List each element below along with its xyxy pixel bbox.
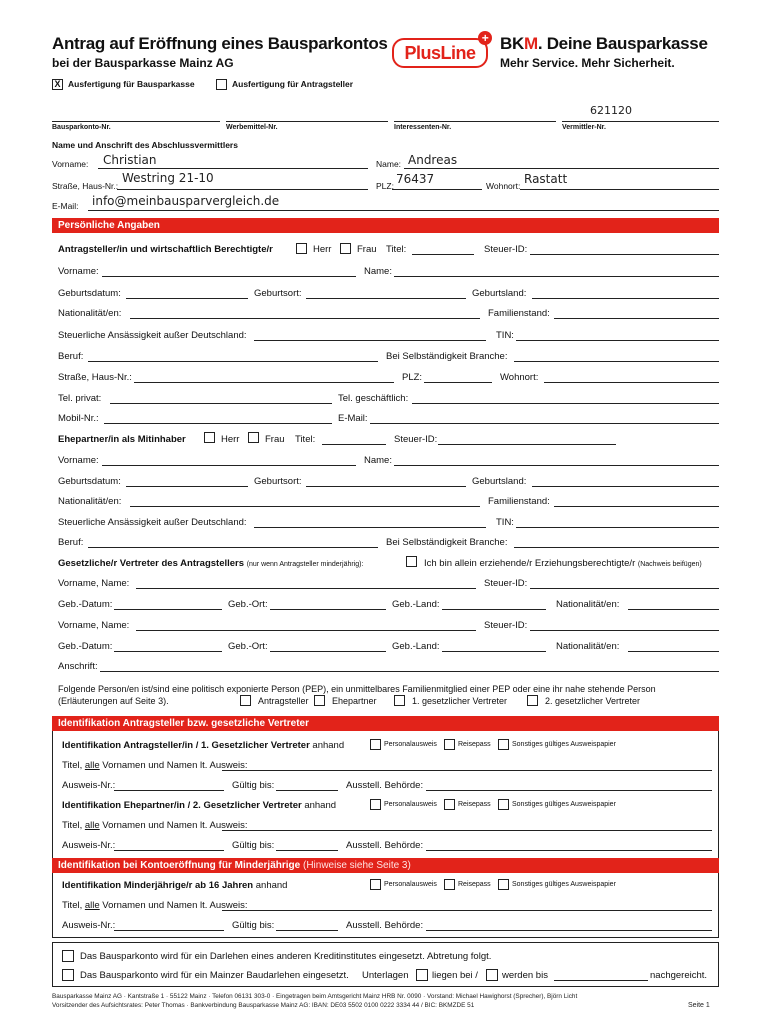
applicant-herr-label: Herr: [313, 244, 332, 255]
guardian-heading-note: (nur wenn Antragsteller minderjährig):: [246, 561, 364, 568]
broker-number-value: 621120: [590, 104, 632, 117]
applicant-title-label: Titel:: [386, 244, 407, 255]
pep-spouse-checkbox[interactable]: [314, 695, 325, 706]
applicant-name-label: Name:: [364, 266, 392, 277]
spouse-name-field[interactable]: [394, 465, 719, 466]
spouse-taxid-field[interactable]: [438, 444, 616, 445]
guardian2-taxid-field[interactable]: [530, 630, 719, 631]
ident3-other-checkbox[interactable]: [498, 879, 509, 890]
identification-bar: Identifikation Antragsteller bzw. gesetzliche Vertreter: [52, 716, 719, 731]
ident3-heading-text: Identifikation Minderjährige/r ab 16 Jahren: [62, 880, 254, 891]
applicant-maritalstatus-field[interactable]: [554, 318, 719, 319]
applicant-birthdate-field[interactable]: [126, 298, 248, 299]
guardian-heading: [58, 558, 363, 569]
applicant-tin-field[interactable]: [516, 340, 719, 341]
ident3-validuntil-label: Gültig bis:: [232, 920, 275, 931]
guardian1-birthcountry-field[interactable]: [442, 609, 546, 610]
ident3-fullname-alle: alle: [84, 900, 100, 911]
ident1-idnumber-label: Ausweis-Nr.:: [62, 780, 116, 791]
applicant-zip-label: PLZ:: [402, 372, 423, 383]
applicant-firstname-field[interactable]: [102, 276, 356, 277]
applicant-frau-label: Frau: [357, 244, 377, 255]
ident2-fullname-post: Vornamen und Namen lt. Ausweis:: [99, 820, 248, 831]
ident2-passport-label: Reisepass: [458, 801, 491, 808]
minor-bar-text: Identifikation bei Kontoeröffnung für Minderjährige: [58, 860, 301, 871]
ident3-other-label: Sonstiges gültiges Ausweispapier: [512, 881, 616, 888]
broker-email-value: info@meinbausparvergleich.de: [92, 194, 280, 208]
brand-slogan: Mehr Service. Mehr Sicherheit.: [500, 56, 675, 70]
spouse-frau-label: Frau: [265, 434, 285, 445]
applicant-firstname-label: Vorname:: [58, 266, 99, 277]
ident3-passport-label: Reisepass: [458, 881, 491, 888]
spouse-herr-checkbox[interactable]: [204, 432, 215, 443]
copy-bank-checkbox[interactable]: X: [52, 79, 63, 90]
guardian-address-label: Anschrift:: [58, 661, 98, 672]
guardian2-name-label: Vorname, Name:: [58, 620, 130, 631]
loan-other-bank-checkbox[interactable]: [62, 950, 74, 962]
spouse-birthplace-label: Geburtsort:: [254, 476, 302, 487]
applicant-zip-field[interactable]: [424, 382, 492, 383]
broker-firstname-label: Vorname:: [52, 159, 89, 169]
spouse-taxresidence-field[interactable]: [254, 527, 486, 528]
guardian2-birthcountry-label: Geb.-Land:: [392, 641, 440, 652]
ident1-passport-checkbox[interactable]: [444, 739, 455, 750]
spouse-taxresidence-label: Steuerliche Ansässigkeit außer Deutschland:: [58, 517, 247, 528]
guardian2-birthdate-field[interactable]: [114, 651, 222, 652]
broker-lastname-value: Andreas: [408, 153, 458, 167]
ident2-authority-field[interactable]: [426, 850, 712, 851]
applicant-city-field[interactable]: [544, 382, 719, 383]
ident3-authority-field[interactable]: [426, 930, 712, 931]
ident1-authority-label: Ausstell. Behörde:: [346, 780, 424, 791]
guardian1-birthdate-label: Geb.-Datum:: [58, 599, 113, 610]
single-parent-label: [424, 558, 702, 569]
guardian2-birthcountry-field[interactable]: [442, 651, 546, 652]
pep-guardian1-label: 1. gesetzlicher Vertreter: [412, 696, 508, 706]
broker-street-field[interactable]: [117, 189, 368, 190]
single-parent-text: Ich bin allein erziehende/r Erziehungsberechtigte/r: [424, 558, 636, 569]
ident2-idnumber-field[interactable]: [114, 850, 224, 851]
documents-label: Unterlagen: [362, 970, 409, 981]
footer-line1: Bausparkasse Mainz AG · Kantstraße 1 · 55122 Mainz · Telefon 06131 303-0 · Eingetragen beim Amtsgericht Mainz HRB Nr. 0090 · Vorstand: Michael Hawighorst (Sprecher), Björn Licht: [52, 993, 578, 1000]
broker-lastname-label: Name:: [376, 159, 402, 169]
broker-number-field[interactable]: [562, 121, 719, 122]
loan-mainz-label: Das Bausparkonto wird für ein Mainzer Baudarlehen eingesetzt.: [80, 970, 349, 981]
spouse-nationality-label: Nationalität/en:: [58, 496, 122, 507]
ident3-validuntil-field[interactable]: [276, 930, 338, 931]
applicant-name-field[interactable]: [394, 276, 719, 277]
pep-applicant-checkbox[interactable]: [240, 695, 251, 706]
documents-later-label: werden bis: [502, 970, 548, 981]
ident2-idcard-label: Personalausweis: [384, 801, 437, 808]
spouse-birthplace-field[interactable]: [306, 486, 466, 487]
broker-email-label: E-Mail:: [52, 201, 79, 211]
pep-text-line2: (Erläuterungen auf Seite 3).: [58, 696, 169, 706]
broker-zip-label: PLZ:: [376, 181, 394, 191]
ident3-anhand: anhand: [255, 880, 288, 891]
spouse-name-label: Name:: [364, 455, 392, 466]
spouse-job-label: Beruf:: [58, 537, 84, 548]
applicant-mobile-field[interactable]: [104, 423, 332, 424]
ident3-heading: [62, 880, 287, 891]
spouse-birthdate-field[interactable]: [126, 486, 248, 487]
ident1-idcard-checkbox[interactable]: [370, 739, 381, 750]
applicant-sector-field[interactable]: [514, 361, 719, 362]
spouse-frau-checkbox[interactable]: [248, 432, 259, 443]
applicant-phone-field[interactable]: [110, 403, 332, 404]
ident1-fullname-field[interactable]: [222, 770, 712, 771]
copy-applicant-label: Ausfertigung für Antragsteller: [232, 79, 354, 89]
applicant-taxresidence-field[interactable]: [254, 340, 486, 341]
ident1-fullname-pre: Titel,: [62, 760, 85, 771]
broker-zip-value: 76437: [396, 172, 435, 186]
guardian1-birthdate-field[interactable]: [114, 609, 222, 610]
ident1-other-checkbox[interactable]: [498, 739, 509, 750]
pep-guardian2-checkbox[interactable]: [527, 695, 538, 706]
spouse-maritalstatus-field[interactable]: [554, 506, 719, 507]
ident1-anhand: anhand: [312, 740, 345, 751]
spouse-birthdate-label: Geburtsdatum:: [58, 476, 121, 487]
spouse-nationality-field[interactable]: [130, 506, 480, 507]
single-parent-checkbox[interactable]: [406, 556, 417, 567]
broker-zip-field[interactable]: [392, 189, 482, 190]
guardian1-name-field[interactable]: [136, 588, 476, 589]
ident1-heading: [62, 740, 344, 751]
brand-rest: . Deine Bausparkasse: [537, 34, 708, 53]
broker-firstname-field[interactable]: [98, 168, 368, 169]
applicant-nationality-field[interactable]: [130, 318, 480, 319]
page-number: Seite 1: [688, 1002, 710, 1009]
spouse-maritalstatus-label: Familienstand:: [488, 496, 550, 507]
spouse-birthcountry-field[interactable]: [532, 486, 719, 487]
applicant-workphone-label: Tel. geschäftlich:: [338, 393, 409, 404]
spouse-tin-label: TIN:: [496, 517, 514, 528]
minor-bar-note: (Hinweise siehe Seite 3): [300, 860, 411, 871]
ident3-authority-label: Ausstell. Behörde:: [346, 920, 424, 931]
broker-lastname-field[interactable]: [404, 168, 719, 169]
guardian1-birthplace-label: Geb.-Ort:: [228, 599, 268, 610]
applicant-taxid-field[interactable]: [530, 254, 719, 255]
spouse-herr-label: Herr: [221, 434, 240, 445]
ident1-other-label: Sonstiges gültiges Ausweispapier: [512, 741, 616, 748]
applicant-workphone-field[interactable]: [412, 403, 719, 404]
applicant-street-label: Straße, Haus-Nr.:: [58, 372, 132, 383]
ident1-heading-text: Identifikation Antragsteller/in / 1. Gesetzlicher Vertreter: [62, 740, 310, 751]
ident3-idnumber-field[interactable]: [114, 930, 224, 931]
ident1-fullname-label: [62, 760, 248, 771]
documents-later-checkbox[interactable]: [486, 969, 498, 981]
applicant-frau-checkbox[interactable]: [340, 243, 351, 254]
guardian2-name-field[interactable]: [136, 630, 476, 631]
ident2-other-checkbox[interactable]: [498, 799, 509, 810]
form-title: Antrag auf Eröffnung eines Bausparkontos: [52, 34, 388, 53]
applicant-city-label: Wohnort:: [500, 372, 539, 383]
ident2-anhand: anhand: [304, 800, 337, 811]
spouse-taxid-label: Steuer-ID:: [394, 434, 438, 445]
ident3-idcard-label: Personalausweis: [384, 881, 437, 888]
spouse-title-field[interactable]: [322, 444, 386, 445]
personal-data-bar: Persönliche Angaben: [52, 218, 719, 233]
guardian1-nationality-field[interactable]: [628, 609, 719, 610]
ident3-fullname-label: [62, 900, 248, 911]
applicant-birthplace-label: Geburtsort:: [254, 288, 302, 299]
applicant-mobile-label: Mobil-Nr.:: [58, 413, 99, 424]
ident3-fullname-pre: Titel,: [62, 900, 85, 911]
pep-applicant-label: Antragsteller: [258, 696, 309, 706]
pep-guardian2-label: 2. gesetzlicher Vertreter: [545, 696, 641, 706]
plusline-logo: [392, 31, 489, 68]
pep-text-line1: Folgende Person/en ist/sind eine politisch exponierte Person (PEP), ein unmittelbares Familienmitglied einer PEP oder eine ihr nahe stehende Person: [58, 684, 656, 694]
applicant-email-field[interactable]: [370, 423, 719, 424]
documents-later-date-field[interactable]: [554, 980, 648, 981]
ident2-passport-checkbox[interactable]: [444, 799, 455, 810]
plusline-logo-text: PlusLine: [404, 43, 476, 63]
spouse-heading: Ehepartner/in als Mitinhaber: [58, 434, 186, 445]
ident2-idnumber-label: Ausweis-Nr.:: [62, 840, 116, 851]
guardian1-birthplace-field[interactable]: [270, 609, 386, 610]
account-number-field[interactable]: [52, 121, 220, 122]
broker-firstname-value: Christian: [103, 153, 157, 167]
ident2-other-label: Sonstiges gültiges Ausweispapier: [512, 801, 616, 808]
guardian2-taxid-label: Steuer-ID:: [484, 620, 528, 631]
pep-guardian1-checkbox[interactable]: [394, 695, 405, 706]
spouse-firstname-field[interactable]: [102, 465, 356, 466]
applicant-taxresidence-label: Steuerliche Ansässigkeit außer Deutschland:: [58, 330, 247, 341]
ident2-heading: [62, 800, 336, 811]
documents-submitted-label: nachgereicht.: [650, 970, 708, 981]
guardian2-nationality-field[interactable]: [628, 651, 719, 652]
guardian-address-field[interactable]: [100, 671, 719, 672]
guardian2-birthdate-label: Geb.-Datum:: [58, 641, 113, 652]
applicant-birthplace-field[interactable]: [306, 298, 466, 299]
applicant-title-field[interactable]: [412, 254, 474, 255]
ident3-fullname-field[interactable]: [222, 910, 712, 911]
ident2-fullname-field[interactable]: [222, 830, 712, 831]
spouse-tin-field[interactable]: [516, 527, 719, 528]
interest-number-field[interactable]: [394, 121, 556, 122]
guardian1-name-label: Vorname, Name:: [58, 578, 130, 589]
applicant-street-field[interactable]: [134, 382, 394, 383]
ident2-authority-label: Ausstell. Behörde:: [346, 840, 424, 851]
spouse-sector-field[interactable]: [514, 547, 719, 548]
loan-mainz-checkbox[interactable]: [62, 969, 74, 981]
brand-main: BKM: [500, 34, 538, 53]
ident2-idcard-checkbox[interactable]: [370, 799, 381, 810]
ident1-passport-label: Reisepass: [458, 741, 491, 748]
spouse-firstname-label: Vorname:: [58, 455, 99, 466]
applicant-sector-label: Bei Selbständigkeit Branche:: [386, 351, 508, 362]
spouse-sector-label: Bei Selbständigkeit Branche:: [386, 537, 508, 548]
bkm-logo: [500, 34, 708, 54]
guardian2-birthplace-label: Geb.-Ort:: [228, 641, 268, 652]
copy-applicant-checkbox[interactable]: [216, 79, 227, 90]
ident1-authority-field[interactable]: [426, 790, 712, 791]
broker-number-label: Vermittler-Nr.: [562, 124, 606, 131]
single-parent-note: (Nachweis beifügen): [637, 561, 702, 568]
ident2-validuntil-field[interactable]: [276, 850, 338, 851]
ident1-validuntil-field[interactable]: [276, 790, 338, 791]
ident2-fullname-alle: alle: [84, 820, 100, 831]
applicant-birthdate-label: Geburtsdatum:: [58, 288, 121, 299]
ad-number-field[interactable]: [226, 121, 388, 122]
ident1-fullname-alle: alle: [84, 760, 100, 771]
applicant-heading: Antragsteller/in und wirtschaftlich Berechtigte/r: [58, 244, 273, 255]
applicant-job-field[interactable]: [88, 361, 378, 362]
loan-other-bank-label: Das Bausparkonto wird für ein Darlehen eines anderen Kreditinstitutes eingesetzt. Abtretung folgt.: [80, 951, 492, 962]
applicant-phone-label: Tel. privat:: [58, 393, 102, 404]
applicant-email-label: E-Mail:: [338, 413, 368, 424]
applicant-birthcountry-label: Geburtsland:: [472, 288, 527, 299]
guardian-heading-text: Gesetzliche/r Vertreter des Antragstellers: [58, 558, 245, 569]
ad-number-label: Werbemittel-Nr.: [226, 124, 278, 131]
spouse-job-field[interactable]: [88, 547, 378, 548]
ident3-idnumber-label: Ausweis-Nr.:: [62, 920, 116, 931]
ident2-fullname-label: [62, 820, 248, 831]
ident3-fullname-post: Vornamen und Namen lt. Ausweis:: [99, 900, 248, 911]
guardian1-nationality-label: Nationalität/en:: [556, 599, 620, 610]
plus-icon: +: [478, 31, 492, 45]
guardian1-taxid-label: Steuer-ID:: [484, 578, 528, 589]
broker-city-value: Rastatt: [524, 172, 568, 186]
broker-street-label: Straße, Haus-Nr.:: [52, 181, 119, 191]
ident1-validuntil-label: Gültig bis:: [232, 780, 275, 791]
applicant-tin-label: TIN:: [496, 330, 514, 341]
spouse-birthcountry-label: Geburtsland:: [472, 476, 527, 487]
ident3-passport-checkbox[interactable]: [444, 879, 455, 890]
interest-number-label: Interessenten-Nr.: [394, 124, 452, 131]
guardian1-taxid-field[interactable]: [530, 588, 719, 589]
applicant-job-label: Beruf:: [58, 351, 84, 362]
ident1-idcard-label: Personalausweis: [384, 741, 437, 748]
ident3-idcard-checkbox[interactable]: [370, 879, 381, 890]
pep-spouse-label: Ehepartner: [332, 696, 377, 706]
applicant-maritalstatus-label: Familienstand:: [488, 308, 550, 319]
broker-section-label: Name und Anschrift des Abschlussvermittlers: [52, 140, 238, 150]
minor-identification-bar: [52, 858, 719, 873]
ident1-fullname-post: Vornamen und Namen lt. Ausweis:: [99, 760, 248, 771]
account-number-label: Bausparkonto-Nr.: [52, 124, 111, 131]
ident2-heading-text: Identifikation Ehepartner/in / 2. Gesetzlicher Vertreter: [62, 800, 302, 811]
broker-street-value: Westring 21-10: [122, 171, 214, 185]
ident2-fullname-pre: Titel,: [62, 820, 85, 831]
applicant-nationality-label: Nationalität/en:: [58, 308, 122, 319]
broker-city-label: Wohnort:: [486, 181, 521, 191]
spouse-title-label: Titel:: [295, 434, 316, 445]
documents-attached-checkbox[interactable]: [416, 969, 428, 981]
footer-line2: Vorsitzender des Aufsichtsrates: Peter Thomas · Bankverbindung Bausparkasse Mainz AG: IBAN: DE03 5502 0100 0222 3334 44 / BIC: BKMZDE 51: [52, 1002, 475, 1009]
ident2-validuntil-label: Gültig bis:: [232, 840, 275, 851]
guardian2-birthplace-field[interactable]: [270, 651, 386, 652]
applicant-herr-checkbox[interactable]: [296, 243, 307, 254]
copy-bank-label: Ausfertigung für Bausparkasse: [68, 79, 195, 89]
applicant-taxid-label: Steuer-ID:: [484, 244, 528, 255]
broker-email-field[interactable]: [88, 210, 719, 211]
broker-city-field[interactable]: [520, 189, 719, 190]
documents-attached-label: liegen bei /: [432, 970, 478, 981]
guardian2-nationality-label: Nationalität/en:: [556, 641, 620, 652]
form-subtitle: bei der Bausparkasse Mainz AG: [52, 56, 234, 70]
ident1-idnumber-field[interactable]: [114, 790, 224, 791]
guardian1-birthcountry-label: Geb.-Land:: [392, 599, 440, 610]
applicant-birthcountry-field[interactable]: [532, 298, 719, 299]
